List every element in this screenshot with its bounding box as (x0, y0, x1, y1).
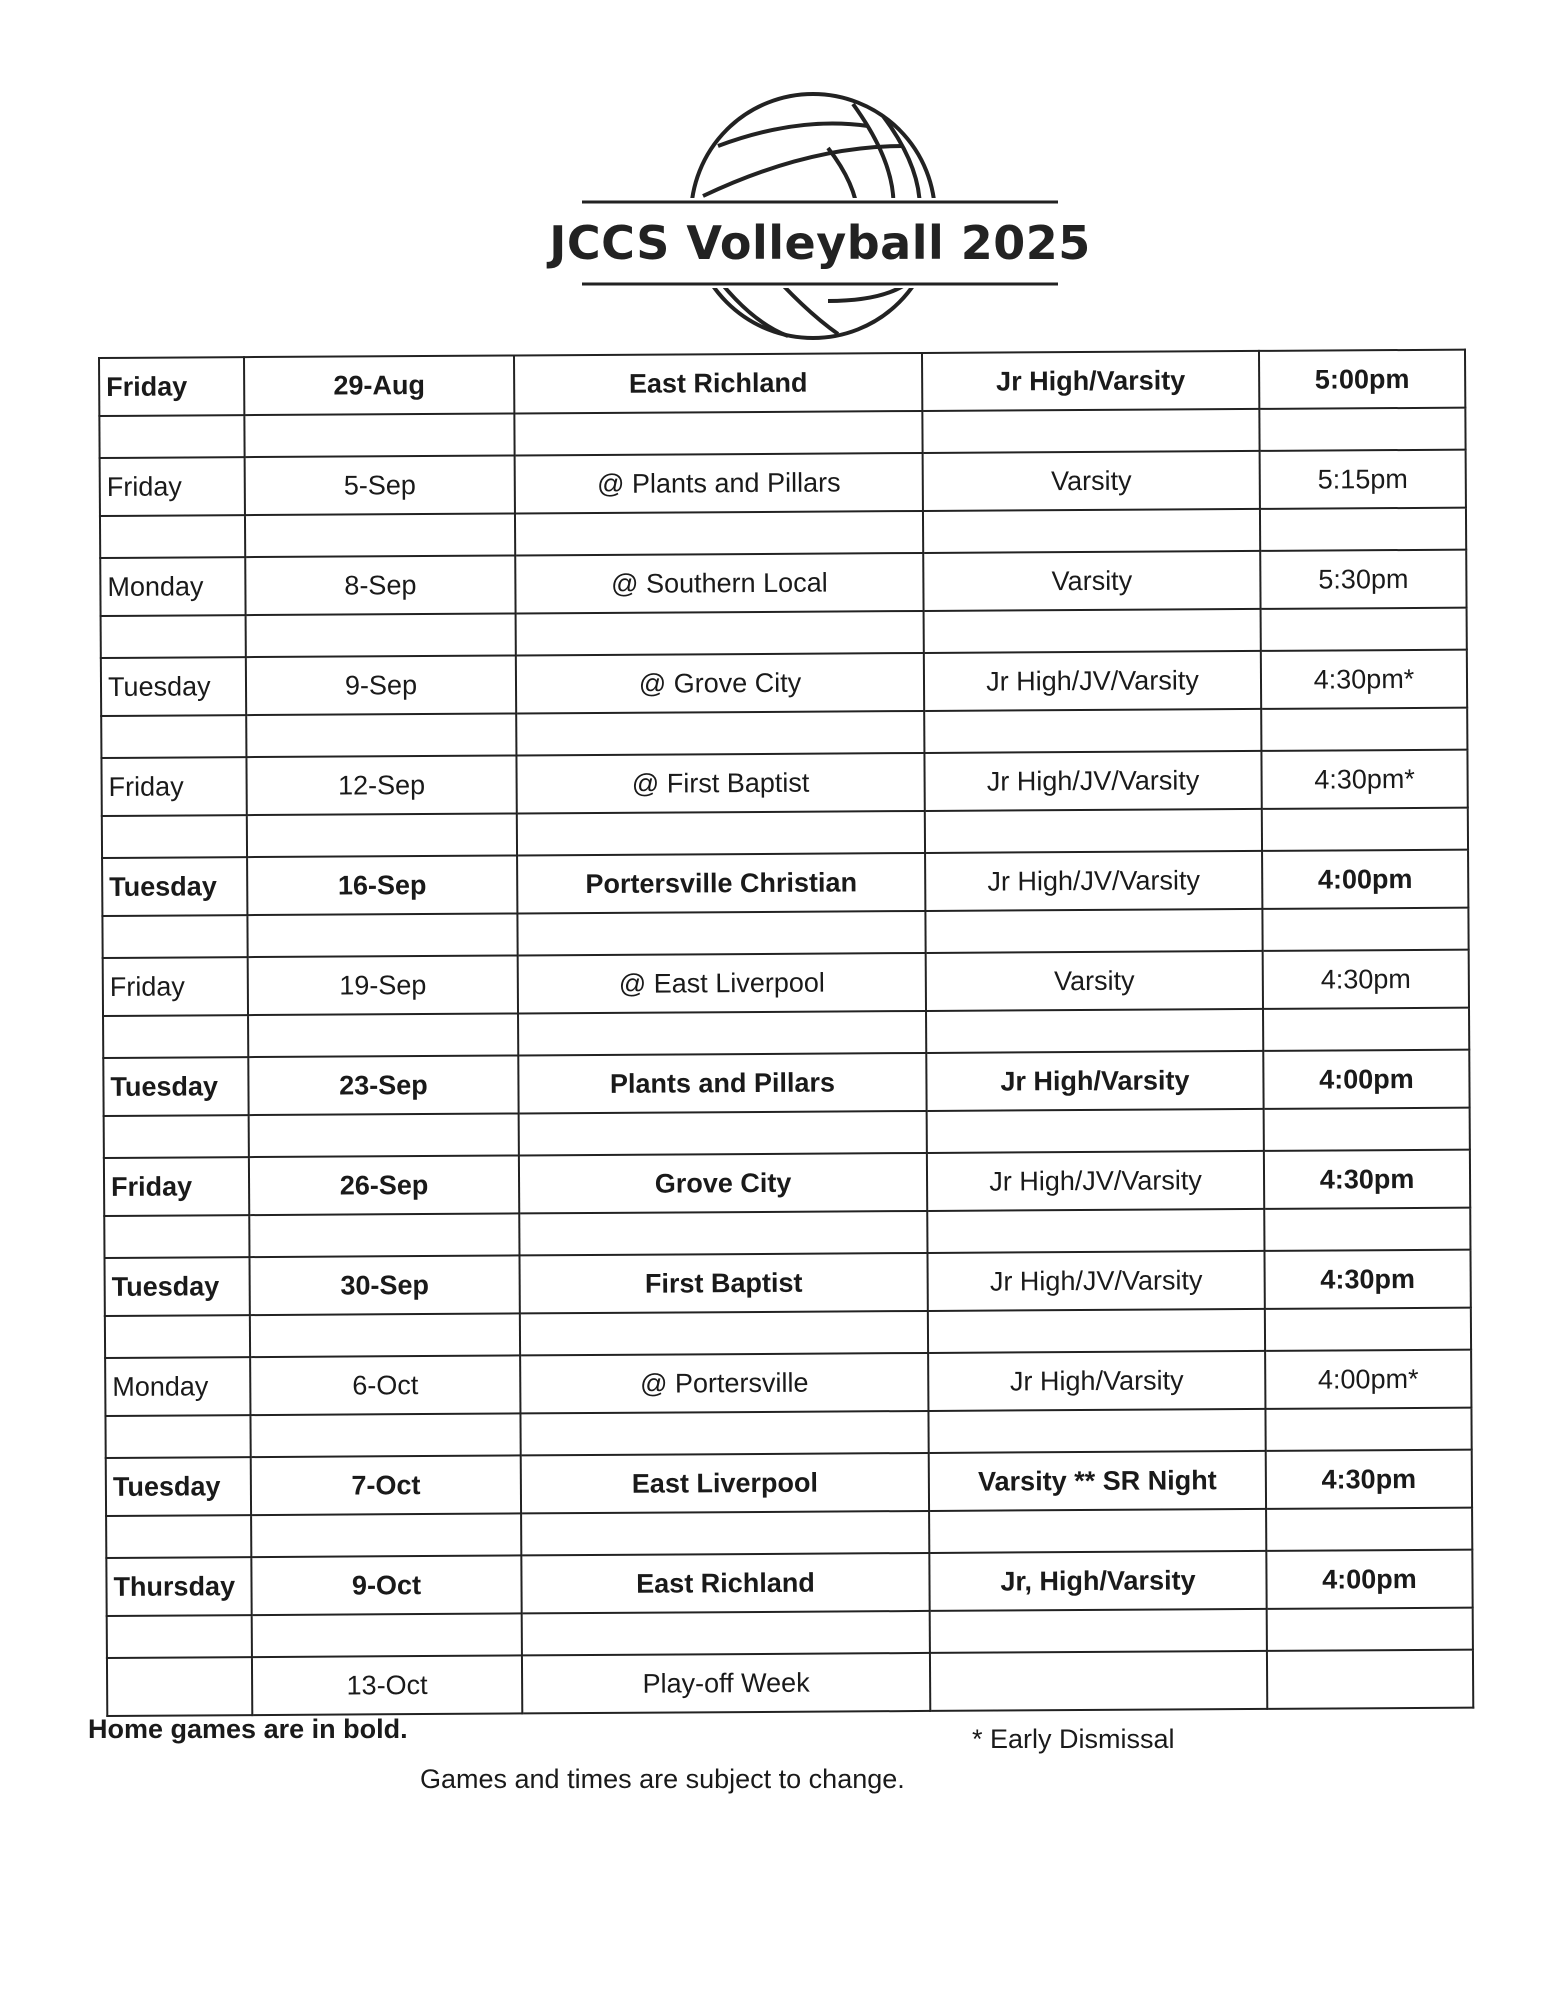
spacer-cell (107, 1615, 252, 1658)
game-level: Varsity (923, 451, 1260, 511)
game-time: 5:30pm (1260, 550, 1466, 609)
spacer-cell (1264, 1208, 1470, 1251)
spacer-cell (246, 713, 516, 757)
game-date: 12-Sep (246, 755, 516, 815)
spacer-cell (250, 1413, 520, 1457)
early-dismissal-note: * Early Dismissal (972, 1724, 1175, 1754)
game-day (107, 1657, 252, 1716)
game-date: 13-Oct (252, 1655, 522, 1715)
game-level: Jr High/JV/Varsity (927, 1251, 1264, 1311)
game-date: 26-Sep (249, 1155, 519, 1215)
title-band (549, 198, 1091, 288)
game-level: Varsity ** SR Night (929, 1451, 1266, 1511)
game-opponent: East Richland (521, 1553, 929, 1613)
game-row (103, 950, 1469, 1016)
spacer-cell (102, 915, 247, 958)
spacer-cell (516, 611, 924, 655)
spacer-cell (103, 1015, 248, 1058)
spacer-cell (252, 1613, 522, 1657)
game-level: Jr High/JV/Varsity (927, 1151, 1264, 1211)
game-level: Jr, High/Varsity (929, 1551, 1266, 1611)
game-day: Monday (100, 557, 245, 616)
game-day: Tuesday (101, 657, 246, 716)
game-date: 19-Sep (248, 955, 518, 1015)
game-row (101, 750, 1467, 816)
game-level: Jr High/JV/Varsity (925, 851, 1262, 911)
title-rule-lines (560, 198, 1080, 288)
game-level: Jr High/Varsity (922, 351, 1259, 411)
spacer-cell (926, 1009, 1263, 1053)
schedule-body (99, 350, 1473, 1716)
game-opponent: @ Plants and Pillars (515, 453, 923, 513)
spacer-cell (520, 1311, 928, 1355)
spacer-cell (106, 1515, 251, 1558)
game-time: 4:00pm (1266, 1550, 1472, 1609)
game-row (102, 850, 1468, 916)
schedule-table (98, 349, 1474, 1717)
spacer-cell (250, 1313, 520, 1357)
game-date: 5-Sep (245, 455, 515, 515)
game-day: Tuesday (105, 1257, 250, 1316)
game-row (101, 650, 1467, 716)
spacer-cell (101, 615, 246, 658)
home-games-note: Home games are in bold. (88, 1714, 408, 1744)
spacer-cell (1260, 508, 1466, 551)
spacer-cell (519, 1111, 927, 1155)
game-day: Friday (100, 457, 245, 516)
game-row (107, 1650, 1473, 1716)
spacer-cell (249, 1113, 519, 1157)
game-time: 4:00pm* (1265, 1350, 1471, 1409)
spacer-cell (104, 1115, 249, 1158)
spacer-cell (925, 909, 1262, 953)
spacer-cell (248, 1013, 518, 1057)
spacer-cell (1266, 1508, 1472, 1551)
spacer-cell (1259, 408, 1465, 451)
spacer-cell (1261, 608, 1467, 651)
game-time: 5:00pm (1259, 350, 1465, 409)
game-opponent: Portersville Christian (517, 853, 925, 913)
subject-to-change-note: Games and times are subject to change. (420, 1764, 905, 1794)
spacer-cell (1263, 1008, 1469, 1051)
game-opponent: Grove City (519, 1153, 927, 1213)
game-time: 4:30pm (1266, 1450, 1472, 1509)
game-day: Friday (101, 757, 246, 816)
game-opponent: East Liverpool (521, 1453, 929, 1513)
spacer-cell (924, 609, 1261, 653)
spacer-cell (104, 1215, 249, 1258)
spacer-cell (515, 511, 923, 555)
game-opponent: @ Grove City (516, 653, 924, 713)
game-date: 9-Sep (246, 655, 516, 715)
game-date: 23-Sep (248, 1055, 518, 1115)
game-day: Tuesday (102, 857, 247, 916)
game-opponent: @ First Baptist (516, 753, 924, 813)
game-level: Jr High/Varsity (926, 1051, 1263, 1111)
game-opponent: @ East Liverpool (518, 953, 926, 1013)
game-row (106, 1450, 1472, 1516)
game-row (106, 1550, 1472, 1616)
game-day: Tuesday (103, 1057, 248, 1116)
spacer-cell (522, 1611, 930, 1655)
spacer-cell (1265, 1308, 1471, 1351)
game-time: 4:00pm (1262, 850, 1468, 909)
spacer-cell (245, 513, 515, 557)
game-time: 4:30pm* (1261, 650, 1467, 709)
game-day: Friday (103, 957, 248, 1016)
game-time: 4:30pm* (1261, 750, 1467, 809)
game-opponent: @ Southern Local (515, 553, 923, 613)
game-date: 30-Sep (250, 1255, 520, 1315)
spacer-cell (251, 1513, 521, 1557)
spacer-cell (244, 413, 514, 457)
spacer-cell (101, 715, 246, 758)
spacer-cell (518, 1011, 926, 1055)
spacer-cell (929, 1509, 1266, 1553)
game-opponent: @ Portersville (520, 1353, 928, 1413)
spacer-cell (1264, 1108, 1470, 1151)
spacer-cell (927, 1109, 1264, 1153)
game-opponent: Play-off Week (522, 1653, 930, 1713)
spacer-cell (1267, 1608, 1473, 1651)
game-date: 16-Sep (247, 855, 517, 915)
spacer-cell (1265, 1408, 1471, 1451)
game-time: 4:30pm (1264, 1250, 1470, 1309)
game-day: Friday (99, 357, 244, 416)
spacer-cell (105, 1415, 250, 1458)
game-date: 6-Oct (250, 1355, 520, 1415)
game-opponent: East Richland (514, 353, 922, 413)
game-day: Tuesday (106, 1457, 251, 1516)
spacer-cell (927, 1209, 1264, 1253)
page-header (0, 80, 1545, 350)
game-date: 9-Oct (251, 1555, 521, 1615)
game-day: Thursday (106, 1557, 251, 1616)
spacer-cell (516, 711, 924, 755)
game-row (105, 1250, 1471, 1316)
spacer-cell (930, 1609, 1267, 1653)
spacer-cell (924, 709, 1261, 753)
game-level: Varsity (923, 551, 1260, 611)
page-title: JCCS Volleyball 2025 (549, 216, 1091, 270)
spacer-cell (517, 811, 925, 855)
game-level: Jr High/JV/Varsity (924, 751, 1261, 811)
spacer-cell (99, 415, 244, 458)
game-opponent: First Baptist (519, 1253, 927, 1313)
spacer-cell (100, 515, 245, 558)
game-date: 29-Aug (244, 355, 514, 415)
spacer-cell (105, 1315, 250, 1358)
spacer-cell (521, 1511, 929, 1555)
game-day: Friday (104, 1157, 249, 1216)
game-row (99, 350, 1465, 416)
spacer-cell (922, 409, 1259, 453)
spacer-cell (1261, 708, 1467, 751)
game-date: 7-Oct (251, 1455, 521, 1515)
game-level: Jr High/Varsity (928, 1351, 1265, 1411)
spacer-cell (519, 1211, 927, 1255)
game-opponent: Plants and Pillars (518, 1053, 926, 1113)
spacer-cell (928, 1409, 1265, 1453)
game-row (104, 1150, 1470, 1216)
game-level: Jr High/JV/Varsity (924, 651, 1261, 711)
spacer-cell (925, 809, 1262, 853)
spacer-cell (249, 1213, 519, 1257)
spacer-cell (247, 813, 517, 857)
game-row (105, 1350, 1471, 1416)
spacer-cell (1262, 808, 1468, 851)
spacer-cell (246, 613, 516, 657)
spacer-cell (928, 1309, 1265, 1353)
game-date: 8-Sep (245, 555, 515, 615)
game-time: 4:30pm (1264, 1150, 1470, 1209)
spacer-cell (1262, 908, 1468, 951)
spacer-cell (247, 913, 517, 957)
game-row (100, 550, 1466, 616)
game-row (100, 450, 1466, 516)
spacer-cell (517, 911, 925, 955)
spacer-cell (520, 1411, 928, 1455)
game-row (103, 1050, 1469, 1116)
spacer-cell (923, 509, 1260, 553)
game-level (930, 1651, 1267, 1711)
game-level: Varsity (926, 951, 1263, 1011)
spacer-cell (102, 815, 247, 858)
game-time: 4:30pm (1263, 950, 1469, 1009)
game-time (1267, 1650, 1473, 1709)
spacer-cell (514, 411, 922, 455)
game-day: Monday (105, 1357, 250, 1416)
game-time: 5:15pm (1260, 450, 1466, 509)
game-time: 4:00pm (1263, 1050, 1469, 1109)
